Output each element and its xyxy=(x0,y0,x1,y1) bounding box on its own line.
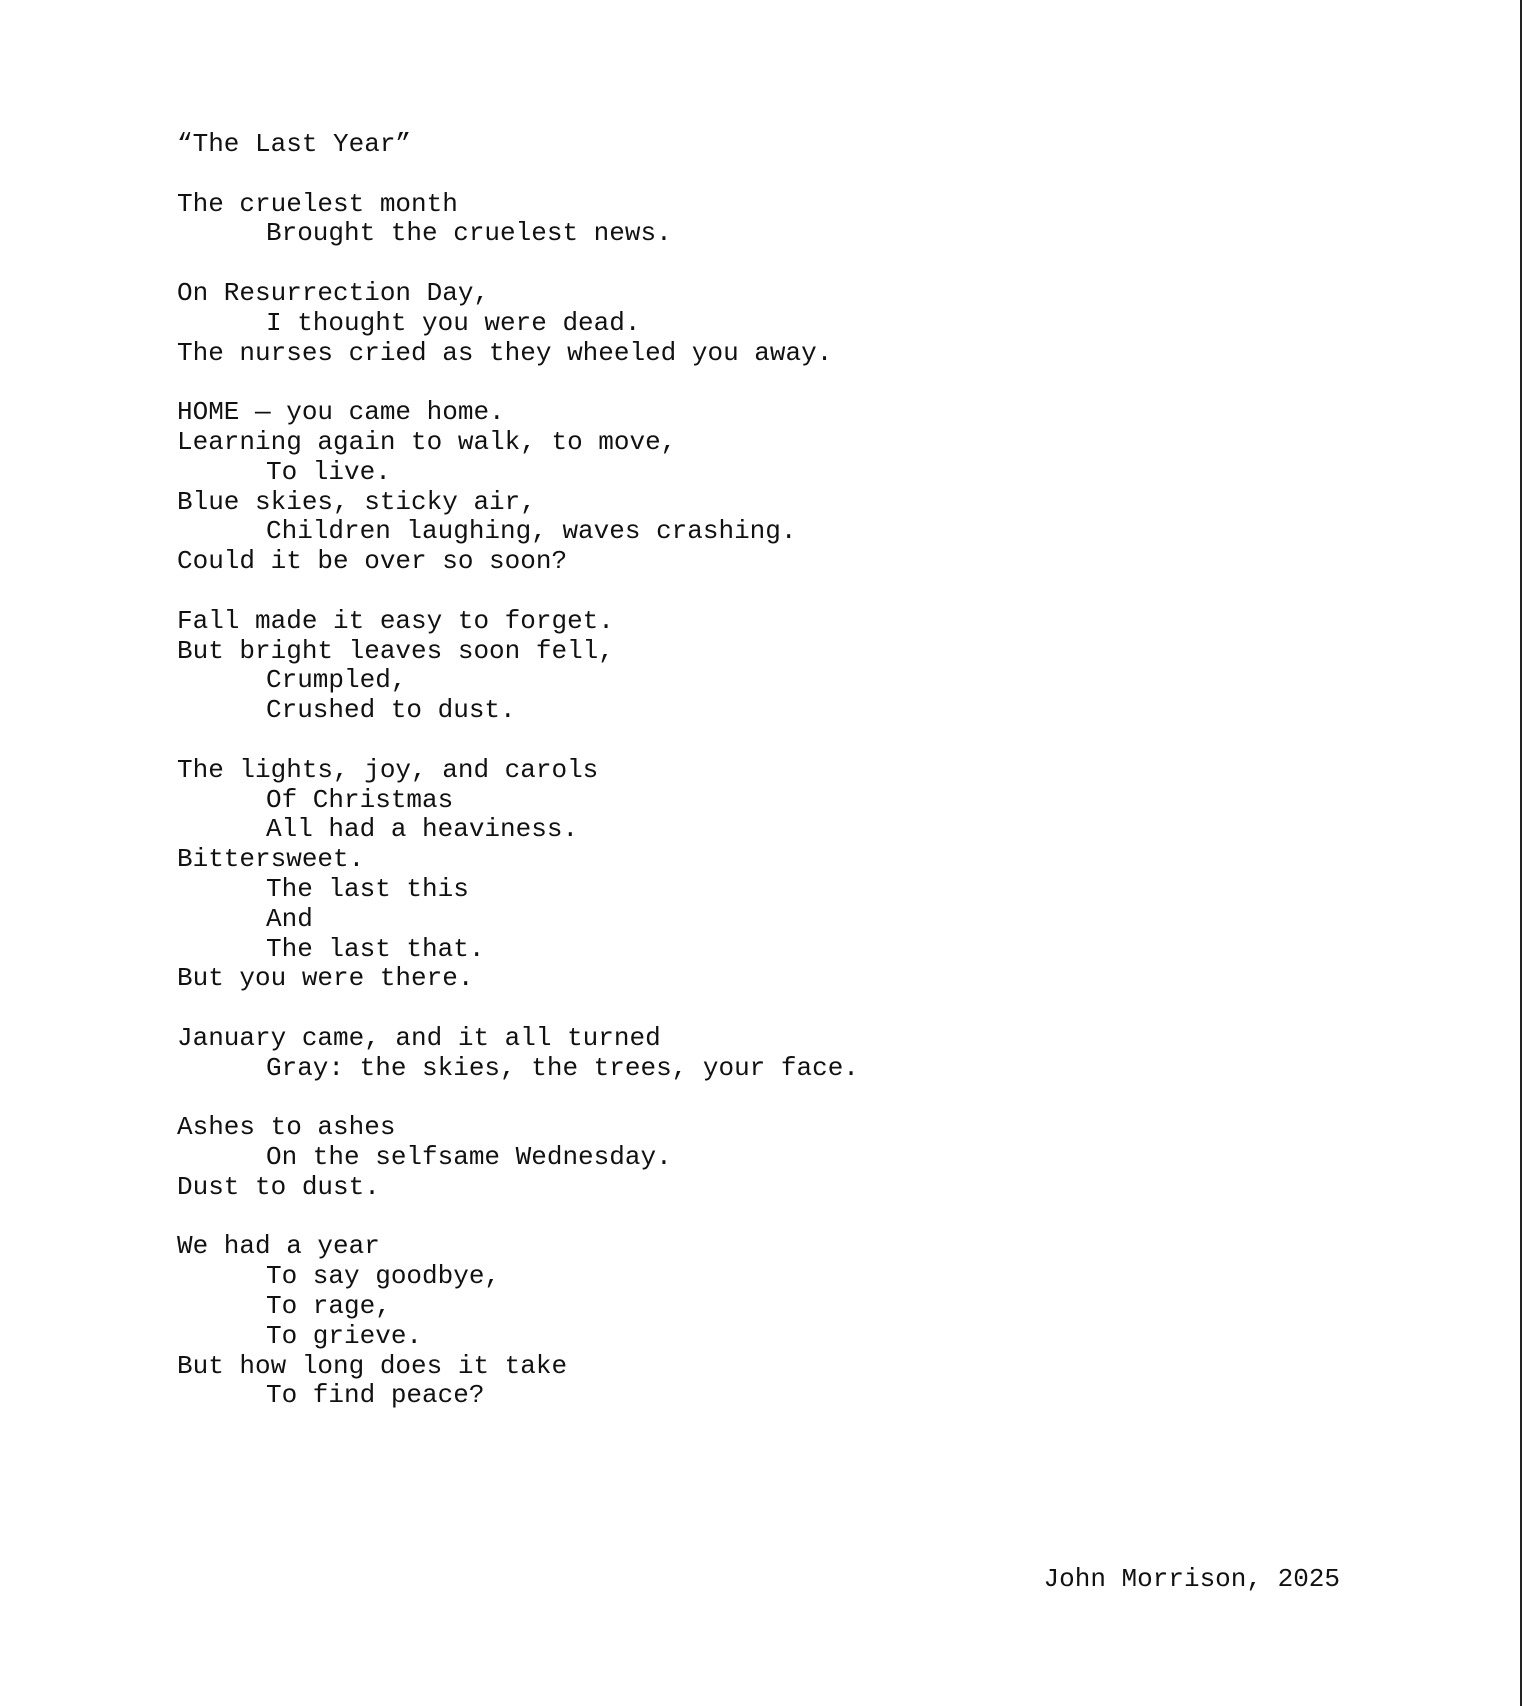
poem-line: The last that. xyxy=(266,933,485,964)
poem-line: On Resurrection Day, xyxy=(177,277,490,308)
stanza xyxy=(177,398,1277,577)
poem-line: We had a year xyxy=(177,1231,380,1262)
poem-body xyxy=(177,160,1277,1411)
stanza-break xyxy=(177,160,1277,190)
poem-line: On the selfsame Wednesday. xyxy=(266,1142,672,1173)
poem-line: Crushed to dust. xyxy=(266,695,516,726)
poem-line: Learning again to walk, to move, xyxy=(177,426,677,457)
stanza xyxy=(177,607,1277,726)
poem-line: To find peace? xyxy=(266,1380,485,1411)
poem-line: Gray: the skies, the trees, your face. xyxy=(266,1052,859,1083)
stanza-break xyxy=(177,994,1277,1024)
poem-line: I thought you were dead. xyxy=(266,307,641,338)
signature: John Morrison, 2025 xyxy=(1043,1564,1340,1594)
stanza-break xyxy=(177,1203,1277,1233)
poem-line: But bright leaves soon fell, xyxy=(177,635,614,666)
poem-line: But you were there. xyxy=(177,963,474,994)
poem-line: HOME — you came home. xyxy=(177,397,505,428)
poem-line: Fall made it easy to forget. xyxy=(177,605,614,636)
stanza-break xyxy=(177,577,1277,607)
poem-line: To live. xyxy=(266,456,391,487)
poem-line: Could it be over so soon? xyxy=(177,546,568,577)
stanza xyxy=(177,756,1277,994)
poem-title: “The Last Year” xyxy=(177,129,412,159)
poem-line: Ashes to ashes xyxy=(177,1112,396,1143)
poem-line: And xyxy=(266,903,313,934)
poem-line: Dust to dust. xyxy=(177,1171,380,1202)
poem-line: Of Christmas xyxy=(266,784,454,815)
poem-line: The lights, joy, and carols xyxy=(177,754,599,785)
poem xyxy=(177,130,1277,1411)
stanza xyxy=(177,279,1277,368)
poem-line: The last this xyxy=(266,873,469,904)
stanza-break xyxy=(177,368,1277,398)
poem-line: To say goodbye, xyxy=(266,1261,501,1292)
poem-line: Children laughing, waves crashing. xyxy=(266,516,797,547)
poem-line: To grieve. xyxy=(266,1320,423,1351)
stanza-break xyxy=(177,726,1277,756)
stanza xyxy=(177,1113,1277,1202)
stanza-break xyxy=(177,1084,1277,1114)
poem-line: But how long does it take xyxy=(177,1350,568,1381)
poem-line: Brought the cruelest news. xyxy=(266,218,672,249)
poem-line: All had a heaviness. xyxy=(266,814,579,845)
poem-line: The cruelest month xyxy=(177,188,458,219)
poem-line: The nurses cried as they wheeled you away. xyxy=(177,337,833,368)
stanza-break xyxy=(177,249,1277,279)
stanza xyxy=(177,1024,1277,1084)
poem-line: Blue skies, sticky air, xyxy=(177,486,536,517)
poem-line: Bittersweet. xyxy=(177,844,365,875)
poem-line: January came, and it all turned xyxy=(177,1022,661,1053)
poem-line: To rage, xyxy=(266,1291,391,1322)
stanza xyxy=(177,1232,1277,1411)
stanza xyxy=(177,190,1277,250)
poem-line: Crumpled, xyxy=(266,665,407,696)
